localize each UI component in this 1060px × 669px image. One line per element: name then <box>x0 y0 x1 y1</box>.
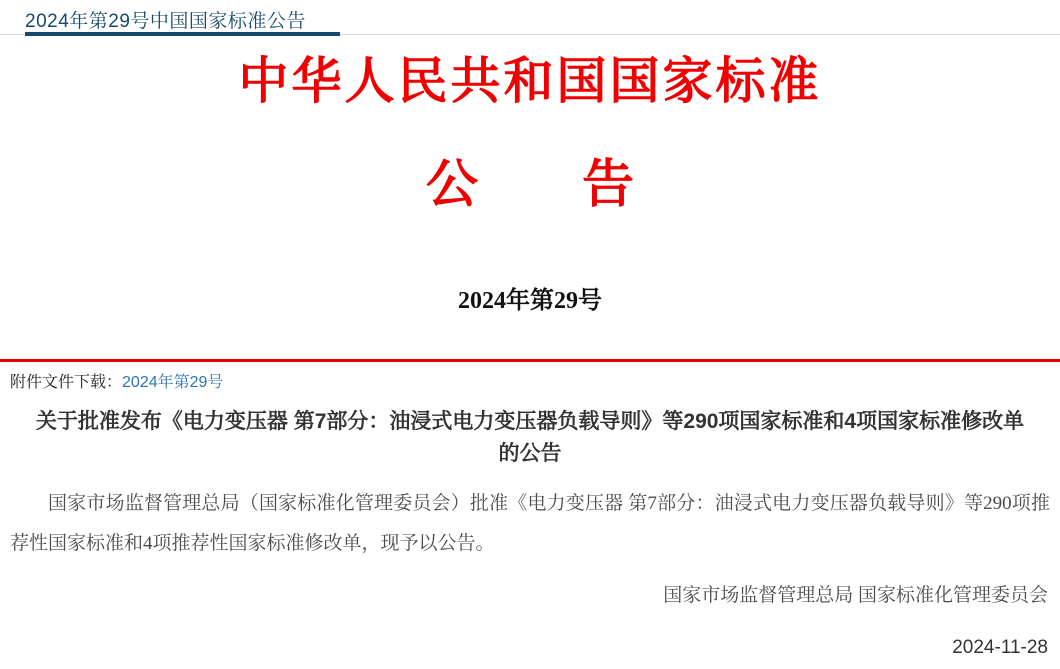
tab-standard-announcement[interactable] <box>25 0 306 33</box>
announcement-paragraph: 国家市场监督管理总局（国家标准化管理委员会）批准《电力变压器 第7部分：油浸式电力变压器负载导则》等290项推荐性国家标准和4项推荐性国家标准修改单，现予以公告。 <box>10 492 1050 554</box>
attachment-row <box>0 362 1060 398</box>
attachment-label: 附件文件下载： <box>10 373 123 391</box>
document-body <box>0 53 1060 659</box>
document-subtitle: 公 告 <box>425 156 634 214</box>
announcement-heading: 关于批准发布《电力变压器 第7部分：油浸式电力变压器负载导则》等290项国家标准和4项国家标准修改单的公告 <box>35 409 1025 465</box>
tab-label: 2024年第29号中国国家标准公告 <box>25 11 306 32</box>
issue-number: 2024年第29号 <box>458 287 602 314</box>
issuing-authorities: 国家市场监督管理总局 国家标准化管理委员会 <box>663 584 1048 606</box>
active-tab-indicator <box>25 32 340 36</box>
publish-date: 2024-11-28 <box>952 636 1048 658</box>
attachment-download-link[interactable]: 2024年第29号 <box>122 373 224 391</box>
document-title: 中华人民共和国国家标准 <box>238 53 822 109</box>
page-header <box>0 0 1060 35</box>
